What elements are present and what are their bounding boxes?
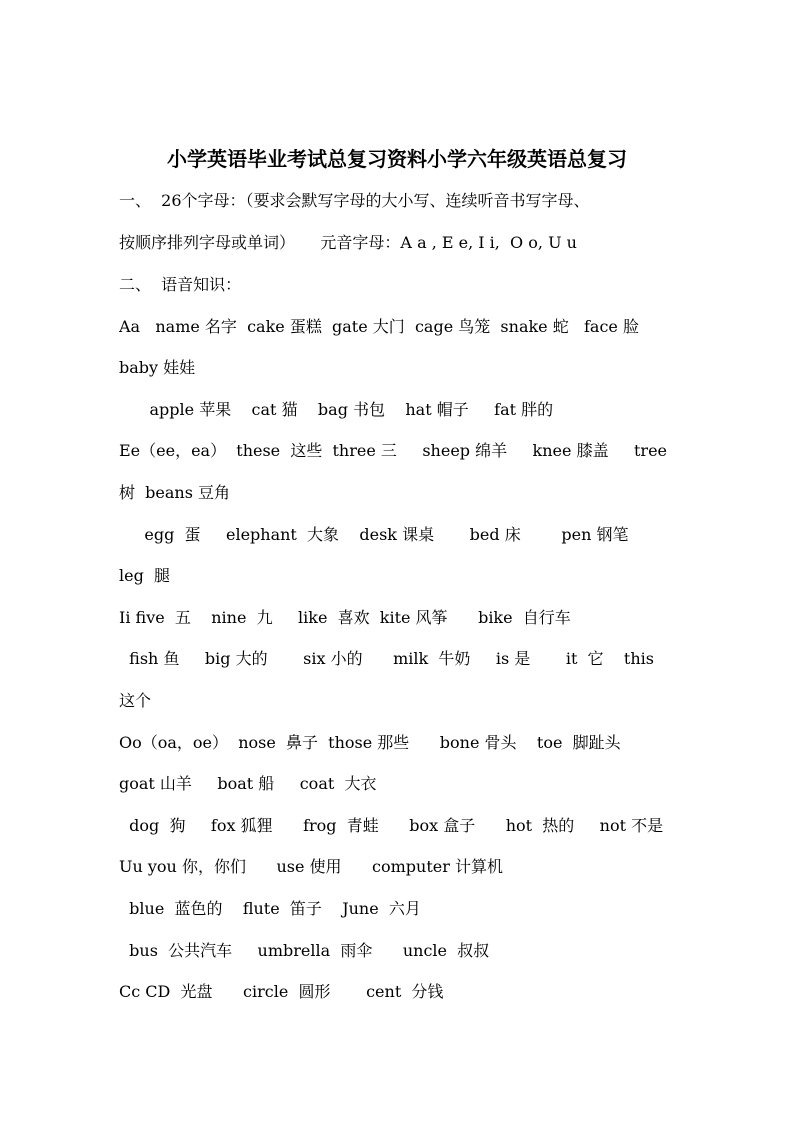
- text-line-alphabet-intro: 一、 26个字母：（要求会默写字母的大小写、连续听音书写字母、: [119, 191, 590, 210]
- text-line-uu-words-cont: blue 蓝色的 flute 笛子 June 六月: [119, 899, 421, 918]
- text-line-ii-short: fish 鱼 big 大的 six 小的 milk 牛奶 is 是 it 它 this: [119, 649, 654, 668]
- text-line-ee-short-cont: leg 腿: [119, 566, 171, 585]
- text-line-uu-short: bus 公共汽车 umbrella 雨伞 uncle 叔叔: [119, 941, 490, 960]
- text-line-aa-words-cont: baby 娃娃: [119, 358, 196, 377]
- text-line-cc-words: Cc CD 光盘 circle 圆形 cent 分钱: [119, 982, 444, 1001]
- text-line-ee-short: egg 蛋 elephant 大象 desk 课桌 bed 床 pen 钢笔: [119, 525, 629, 544]
- text-line-ii-short-cont: 这个: [119, 691, 152, 710]
- text-line-ii-words: Ii five 五 nine 九 like 喜欢 kite 风筝 bike 自行车: [119, 608, 571, 627]
- text-line-uu-words: Uu you 你，你们 use 使用 computer 计算机: [119, 857, 503, 876]
- text-line-phonics-heading: 二、 语音知识：: [119, 275, 242, 294]
- text-line-vowels: 按顺序排列字母或单词） 元音字母：A a , E e, I i, O o, U u: [119, 233, 577, 252]
- text-line-aa-short: apple 苹果 cat 猫 bag 书包 hat 帽子 fat 胖的: [119, 400, 554, 419]
- text-line-ee-words-cont: 树 beans 豆角: [119, 483, 231, 502]
- text-line-oo-short: dog 狗 fox 狐狸 frog 青蛙 box 盒子 hot 热的 not 不是: [119, 816, 664, 835]
- text-line-oo-words-cont: goat 山羊 boat 船 coat 大衣: [119, 774, 377, 793]
- text-line-aa-words: Aa name 名字 cake 蛋糕 gate 大门 cage 鸟笼 snake 蛇 face 脸: [119, 317, 639, 336]
- text-line-ee-words: Ee（ee，ea） these 这些 three 三 sheep 绵羊 knee 膝盖 tree: [119, 441, 668, 460]
- text-line-oo-words: Oo（oa，oe） nose 鼻子 those 那些 bone 骨头 toe 脚趾头: [119, 733, 621, 752]
- document-title: 小学英语毕业考试总复习资料小学六年级英语总复习: [167, 147, 627, 171]
